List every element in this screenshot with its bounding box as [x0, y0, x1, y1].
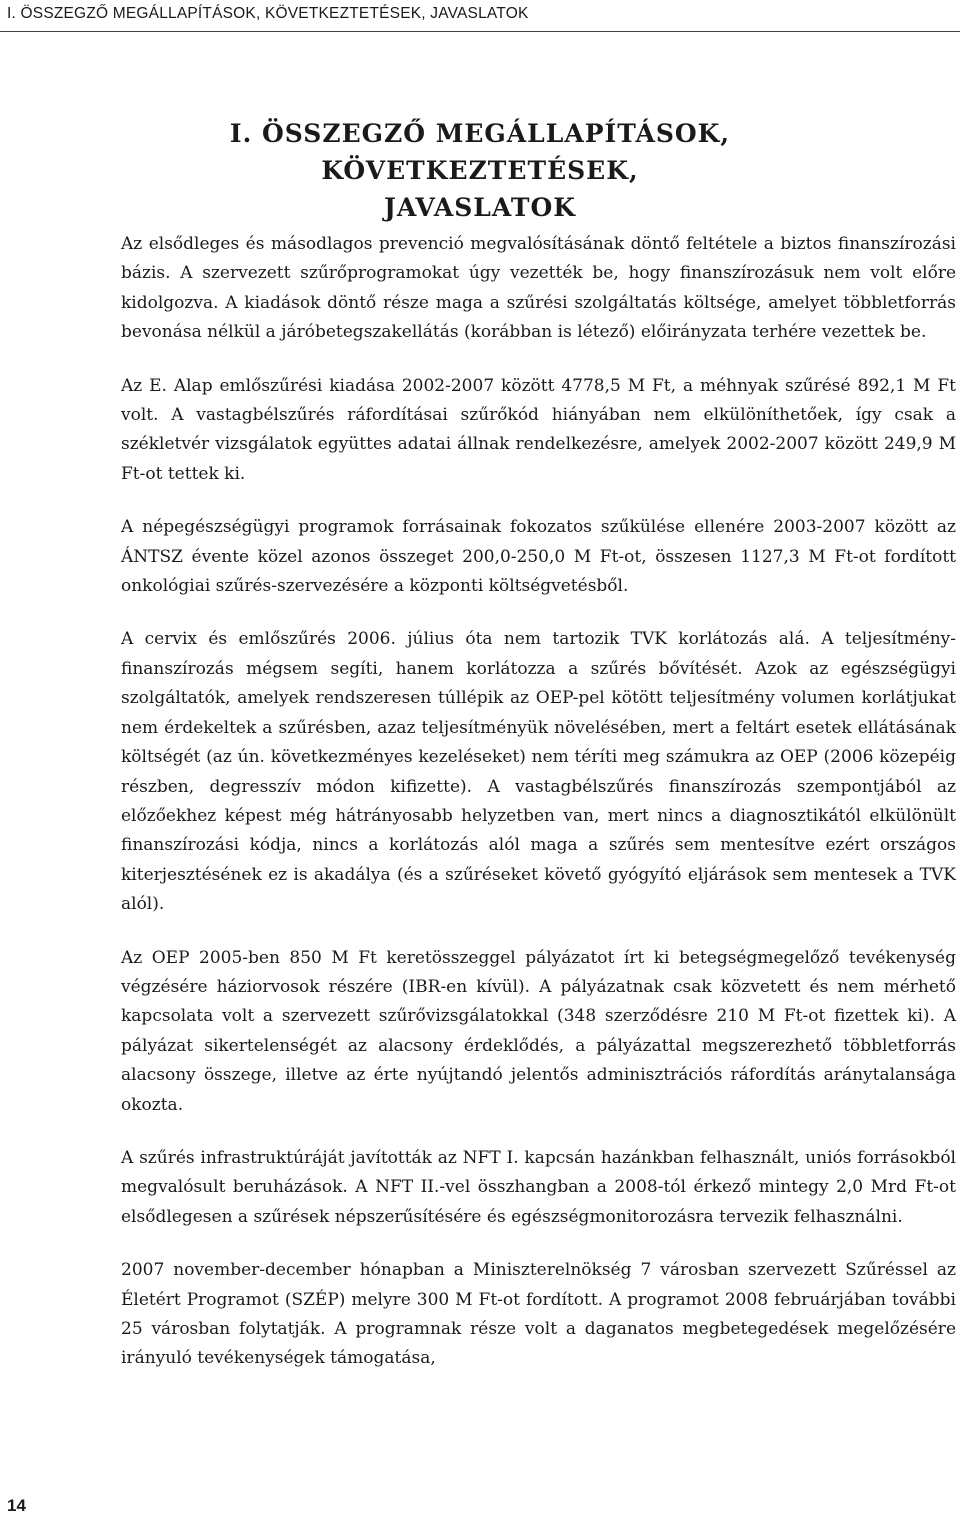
page-number: 14: [7, 1496, 26, 1515]
paragraph-e-alap-expenditure: Az E. Alap emlőszűrési kiadása 2002-2007 között 4778,5 M Ft, a méhnyak szűrésé 892,1 M Ft volt. A vastagbélszűrés ráfordításai szűrőkód hiányában nem elkülöníthetőek, így csak a székletvér vizsgálatok együttes adatai állnak rendelkezésre, amelyek 2002-2007 között 249,9 M Ft-ot tettek ki.: [121, 375, 956, 484]
paragraph-nft-infrastructure: A szűrés infrastruktúráját javították az NFT I. kapcsán hazánkban felhasznált, uniós forrásokból megvalósult beruházások. A NFT II.-vel összhangban a 2008-tól érkező mintegy 2,0 Mrd Ft-ot elsődlegesen a szűrések népszerűsítésére és egészségmonitorozásra tervezik felhasználni.: [121, 1147, 956, 1227]
body-text: [121, 230, 956, 1398]
running-header-title: I. ÖSSZEGZŐ MEGÁLLAPÍTÁSOK, KÖVETKEZTETÉSEK, JAVASLATOK: [7, 5, 529, 22]
chapter-title: [100, 115, 860, 226]
chapter-title-line-1: I. ÖSSZEGZŐ MEGÁLLAPÍTÁSOK, KÖVETKEZTETÉSEK,: [229, 119, 731, 185]
paragraph-oep-tender: Az OEP 2005-ben 850 M Ft keretösszeggel pályázatot írt ki betegségmegelőző tevékenység végzésére háziorvosok részére (IBR-en kívül). A pályázatnak csak közvetett és nem mérhető kapcsolata volt a szervezett szűrővizsgálatokkal (348 szerződésre 210 M Ft-ot fizettek ki). A pályázat sikertelenségét az alacsony érdeklődés, a pályázattal megszerezhető többletforrás alacsony összege, illetve az érte nyújtandó jelentős adminisztrációs ráfordítás aránytalansága okozta.: [121, 947, 956, 1115]
running-header: [0, 0, 960, 32]
paragraph-financing-basis: Az elsődleges és másodlagos prevenció megvalósításának döntő feltétele a biztos finanszírozási bázis. A szervezett szűrőprogramokat úgy vezették be, hogy finanszírozásuk nem volt előre kidolgozva. A kiadások döntő része maga a szűrési szolgáltatás költsége, amelyet többletforrás bevonása nélkül a járóbetegszakellátás (korábban is létező) előirányzata terhére vezettek be.: [121, 234, 956, 343]
paragraph-antsz-funding: A népegészségügyi programok forrásainak fokozatos szűkülése ellenére 2003-2007 között az ÁNTSZ évente közel azonos összeget 200,0-250,0 M Ft-ot, összesen 1127,3 M Ft-ot fordított onkológiai szűrés-szervezésére a központi költségvetésből.: [121, 517, 956, 597]
paragraph-tvk-limits: A cervix és emlőszűrés 2006. július óta nem tartozik TVK korlátozás alá. A teljesítmény-finanszírozás mégsem segíti, hanem korlátozza a szűrés bővítését. Azok az egészségügyi szolgáltatók, amelyek rendszeresen túllépik az OEP-pel kötött teljesítmény volumen korlátjukat nem érdekeltek a szűrésben, azaz teljesítményük növelésében, mert a feltárt esetek ellátásának költségét (az ún. következményes kezeléseket) nem téríti meg számukra az OEP (2006 közepéig részben, degresszív módon kifizette). A vastagbélszűrés finanszírozás szempontjából az előzőekhez képest még hátrányosabb helyzetben van, mert nincs a diagnosztikától elkülönült finanszírozási kódja, nincs a korlátozás alól maga a szűrés sem mentesítve ezért országos kiterjesztésének ez is akadálya (és a szűréseket követő gyógyító eljárások sem mentesek a TVK alól).: [121, 629, 956, 915]
paragraph-szep-program: 2007 november-december hónapban a Miniszterelnökség 7 városban szervezett Szűréssel az Életért Programot (SZÉP) melyre 300 M Ft-ot fordított. A programot 2008 februárjában további 25 városban folytatják. A programnak része volt a daganatos megbetegedések megelőzésére irányuló tevékenységek támogatása,: [121, 1260, 956, 1369]
chapter-title-line-2: JAVASLATOK: [383, 193, 577, 222]
